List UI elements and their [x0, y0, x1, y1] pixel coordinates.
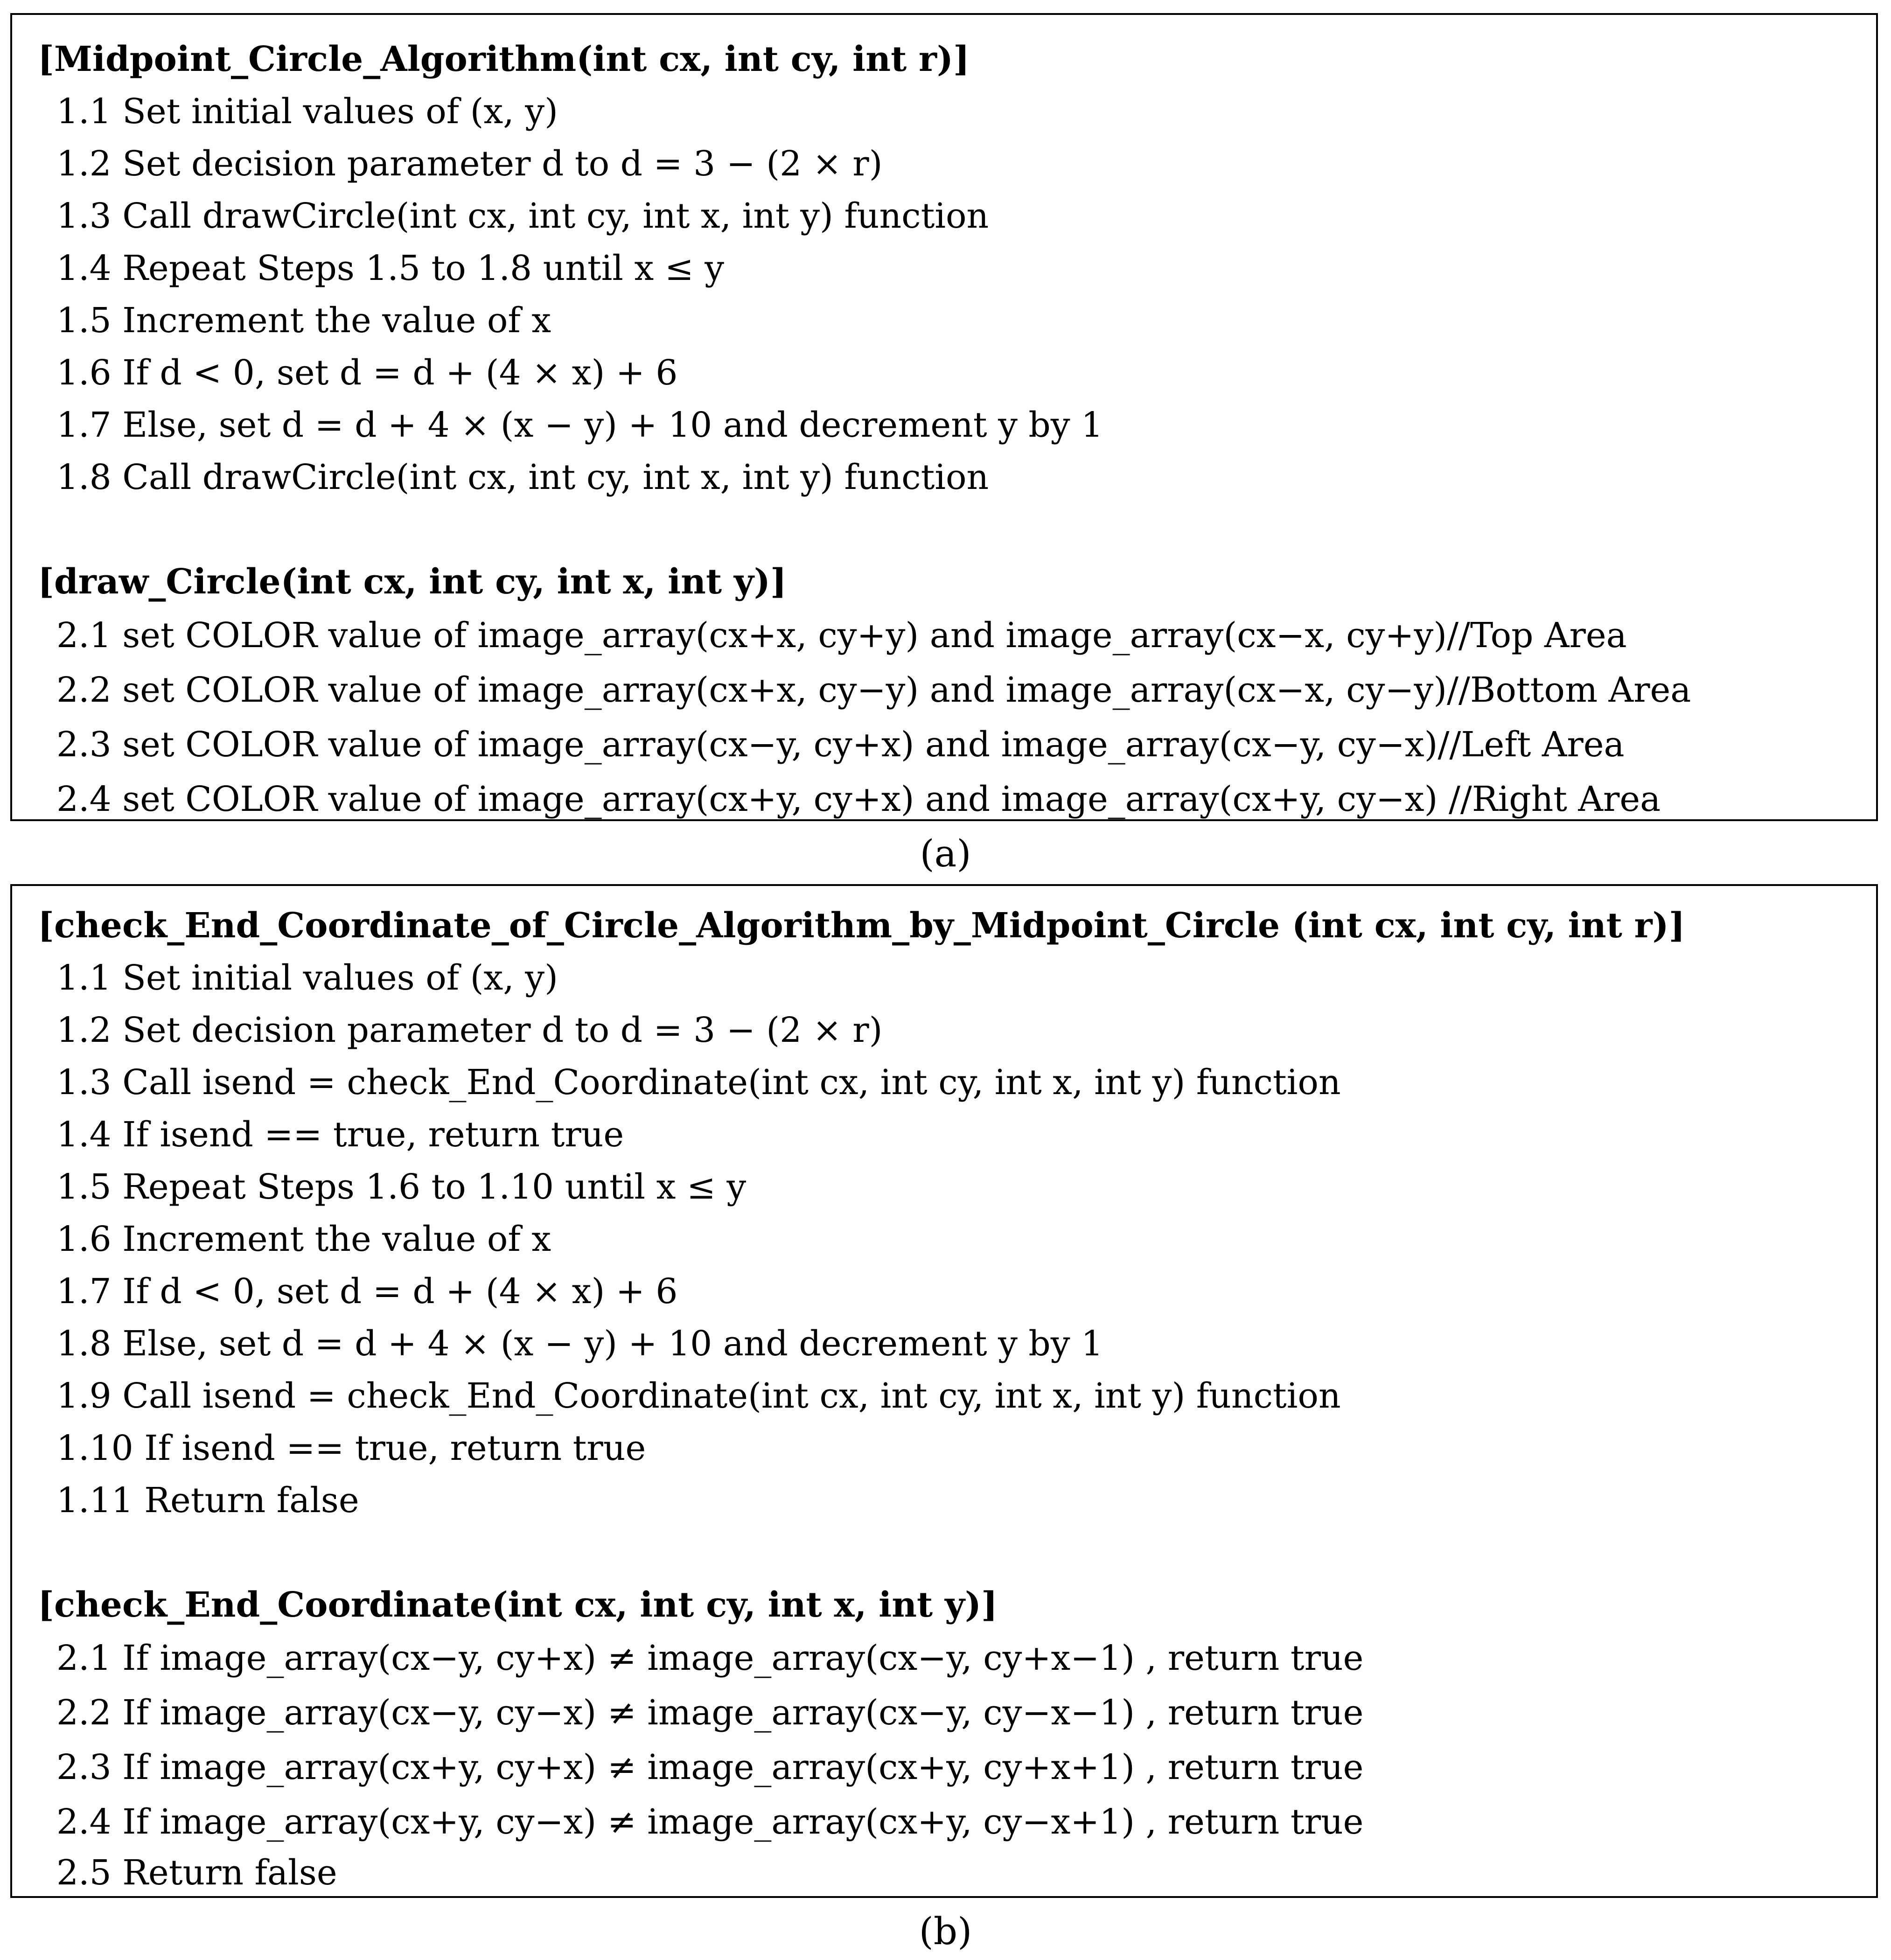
algorithm-a-subheader: [draw_Circle(int cx, int cy, int x, int y)]: [38, 562, 787, 602]
algorithm-box-b: [10, 884, 1878, 1898]
algorithm-b-step-2-4: 2.4 If image_array(cx+y, cy−x) ≠ image_array(cx+y, cy−x+1) , return true: [56, 1802, 1364, 1842]
caption-b: (b): [919, 1910, 972, 1953]
algorithm-b-step-1-6: 1.6 Increment the value of x: [56, 1219, 551, 1259]
algorithm-b-step-2-1: 2.1 If image_array(cx−y, cy+x) ≠ image_array(cx−y, cy+x−1) , return true: [56, 1638, 1364, 1678]
caption-a: (a): [920, 832, 971, 875]
algorithm-a-step-1-5: 1.5 Increment the value of x: [56, 300, 551, 341]
algorithm-b-step-1-10: 1.10 If isend == true, return true: [56, 1428, 646, 1468]
algorithm-a-step-2-1: 2.1 set COLOR value of image_array(cx+x, cy+y) and image_array(cx−x, cy+y)//Top Area: [56, 615, 1627, 656]
algorithm-b-step-1-1: 1.1 Set initial values of (x, y): [56, 958, 558, 998]
algorithm-a-step-1-1: 1.1 Set initial values of (x, y): [56, 91, 558, 132]
algorithm-b-step-1-8: 1.8 Else, set d = d + 4 × (x − y) + 10 and decrement y by 1: [56, 1324, 1103, 1364]
algorithm-b-step-2-3: 2.3 If image_array(cx+y, cy+x) ≠ image_array(cx+y, cy+x+1) , return true: [56, 1747, 1364, 1787]
algorithm-a-step-1-3: 1.3 Call drawCircle(int cx, int cy, int x, int y) function: [56, 196, 989, 236]
algorithm-b-step-2-2: 2.2 If image_array(cx−y, cy−x) ≠ image_array(cx−y, cy−x−1) , return true: [56, 1693, 1364, 1733]
algorithm-b-step-1-3: 1.3 Call isend = check_End_Coordinate(int cx, int cy, int x, int y) function: [56, 1062, 1341, 1102]
algorithm-b-step-1-2: 1.2 Set decision parameter d to d = 3 − (2 × r): [56, 1010, 883, 1050]
algorithm-b-step-1-11: 1.11 Return false: [56, 1480, 359, 1521]
algorithm-b-step-1-9: 1.9 Call isend = check_End_Coordinate(int cx, int cy, int x, int y) function: [56, 1376, 1341, 1416]
algorithm-b-subheader: [check_End_Coordinate(int cx, int cy, int x, int y)]: [38, 1585, 998, 1625]
algorithm-a-header: [Midpoint_Circle_Algorithm(int cx, int cy, int r)]: [38, 39, 970, 79]
algorithm-b-step-1-7: 1.7 If d < 0, set d = d + (4 × x) + 6: [56, 1271, 678, 1311]
algorithm-a-step-1-4: 1.4 Repeat Steps 1.5 to 1.8 until x ≤ y: [56, 248, 725, 288]
algorithm-a-step-2-4: 2.4 set COLOR value of image_array(cx+y, cy+x) and image_array(cx+y, cy−x) //Right Area: [56, 779, 1661, 819]
algorithm-a-step-2-3: 2.3 set COLOR value of image_array(cx−y, cy+x) and image_array(cx−y, cy−x)//Left Area: [56, 725, 1625, 765]
algorithm-b-step-1-4: 1.4 If isend == true, return true: [56, 1115, 624, 1155]
algorithm-a-step-1-7: 1.7 Else, set d = d + 4 × (x − y) + 10 and decrement y by 1: [56, 405, 1103, 445]
algorithm-b-header: [check_End_Coordinate_of_Circle_Algorithm_by_Midpoint_Circle (int cx, int cy, int r)]: [38, 906, 1685, 946]
algorithm-a-step-1-2: 1.2 Set decision parameter d to d = 3 − (2 × r): [56, 144, 883, 184]
algorithm-b-step-1-5: 1.5 Repeat Steps 1.6 to 1.10 until x ≤ y: [56, 1167, 747, 1207]
algorithm-b-step-2-5: 2.5 Return false: [56, 1853, 337, 1893]
algorithm-a-step-1-6: 1.6 If d < 0, set d = d + (4 × x) + 6: [56, 353, 678, 393]
algorithm-a-step-1-8: 1.8 Call drawCircle(int cx, int cy, int x, int y) function: [56, 457, 989, 497]
algorithm-a-step-2-2: 2.2 set COLOR value of image_array(cx+x, cy−y) and image_array(cx−x, cy−y)//Bottom Area: [56, 670, 1691, 710]
algorithm-box-a: [10, 13, 1878, 821]
